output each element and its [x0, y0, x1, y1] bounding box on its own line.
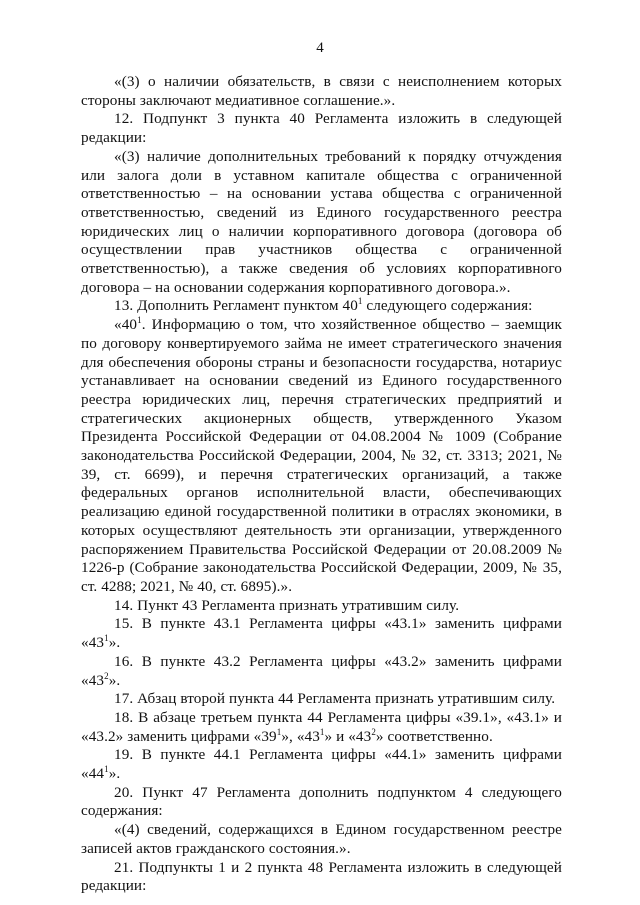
superscript: 1: [104, 763, 109, 774]
text-segment: 16. В пункте 43.2 Регламента цифры «43.2» заменить цифрами «43: [81, 652, 562, 689]
text-segment: » и «43: [324, 727, 372, 745]
superscript: 1: [357, 296, 363, 307]
text-segment: «(3) о наличии обязательств, в связи с неисполнением которых стороны заключают медиативное соглашение.».: [81, 73, 562, 109]
paragraph: [81, 110, 562, 147]
paragraph: [81, 653, 562, 690]
paragraph: [81, 859, 562, 896]
paragraph: [81, 709, 562, 746]
text-segment: 21. Подпункты 1 и 2 пункта 48 Регламента изложить в следующей редакции:: [81, 858, 562, 895]
text-segment: ».: [108, 671, 121, 689]
text-segment: «(4) сведений, содержащихся в Едином государственном реестре записей актов гражданского состояния.».: [81, 821, 562, 857]
document-text: [81, 73, 562, 896]
superscript: 2: [104, 670, 109, 681]
text-segment: 17. Абзац второй пункта 44 Регламента признать утратившим силу.: [114, 690, 556, 708]
paragraph: [81, 297, 562, 316]
paragraph: [81, 316, 562, 597]
paragraph: [81, 73, 562, 110]
text-segment: следующего содержания:: [362, 297, 533, 315]
text-segment: . Информацию о том, что хозяйственное общество – заемщик по договору конвертируемого займа не имеет стратегического значения для обеспечения обороны страны и безопасности государства, нотариус устанавливает на основании сведений из Единого государственного реестра юридических лиц, перечня стратегических предприятий и стратегических акционерных обществ, утвержденного Указом Президента Российской Федерации от 04.08.2004 № 1009 (Собрание законодательства Российской Федерации, 2004, № 32, ст. 3313; 2021, № 39, ст. 6699), и перечня стратегических организаций, а также федеральных органов исполнительной власти, обеспечивающих реализацию единой государственной политики в отраслях экономики, в которых осуществляют деятельность эти организации, утвержденного распоряжением Правительства Российской Федерации от 20.08.2009 № 1226-р (Собрание законодательства Российской Федерации, 2009, № 35, ст. 4288; 2021, № 40, ст. 6895).».: [81, 316, 562, 595]
text-segment: », «43: [281, 727, 320, 745]
text-segment: «(3) наличие дополнительных требований к порядку отчуждения или залога доли в уставном капитале общества с ограниченной ответственностью – на основании устава общества с ограниченной ответственностью, сведений из Единого государственного реестра юридических лиц о наличии корпоративного договора (договора об осуществлении прав участников общества с ограниченной ответственностью), а также сведения об условиях корпоративного договора – на основании содержания корпоративного договора.».: [81, 147, 562, 296]
page-number: 4: [316, 40, 324, 56]
text-segment: 12. Подпункт 3 пункта 40 Регламента изложить в следующей редакции:: [81, 110, 562, 147]
text-segment: ».: [108, 765, 121, 783]
text-segment: 14. Пункт 43 Регламента признать утратившим силу.: [114, 596, 460, 614]
text-segment: » соответственно.: [375, 727, 493, 745]
text-segment: 15. В пункте 43.1 Регламента цифры «43.1» заменить цифрами «43: [81, 615, 562, 652]
paragraph: [81, 615, 562, 652]
paragraph: [81, 597, 562, 616]
superscript: 1: [104, 633, 109, 644]
superscript: 1: [137, 315, 142, 326]
superscript: 1: [276, 726, 282, 737]
text-segment: «40: [114, 316, 138, 334]
superscript: 2: [371, 726, 376, 737]
text-segment: 18. В абзаце третьем пункта 44 Регламента цифры «39.1», «43.1» и «43.2» заменить цифрами «39: [81, 708, 562, 745]
paragraph: [81, 784, 562, 821]
paragraph: [81, 821, 562, 858]
text-segment: 19. В пункте 44.1 Регламента цифры «44.1» заменить цифрами «44: [81, 746, 562, 783]
text-segment: 20. Пункт 47 Регламента дополнить подпунктом 4 следующего содержания:: [81, 783, 562, 820]
paragraph: [81, 148, 562, 298]
paragraph: [81, 690, 562, 709]
superscript: 1: [319, 726, 325, 737]
paragraph: [81, 746, 562, 783]
text-segment: ».: [108, 634, 121, 652]
text-segment: 13. Дополнить Регламент пунктом 40: [114, 297, 358, 315]
